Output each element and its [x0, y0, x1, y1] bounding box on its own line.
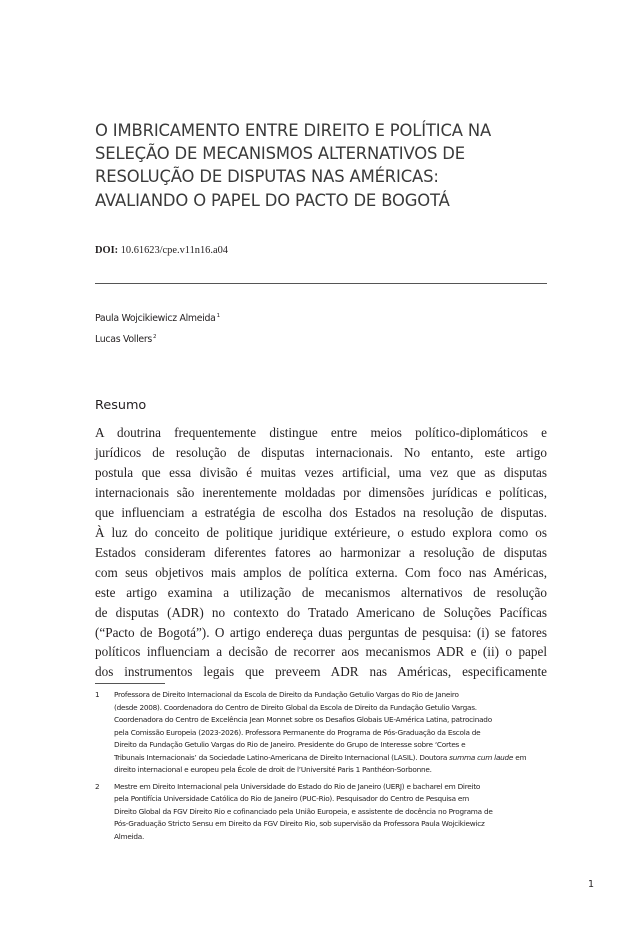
- footnote-number: 1: [95, 690, 100, 699]
- header-divider: [95, 283, 547, 284]
- abstract-line: dos instrumentos legais que preveem ADR nas Américas, especificamente: [95, 664, 547, 680]
- footnote-divider: [95, 683, 165, 684]
- footnote-line: Direito da Fundação Getulio Vargas do Rio de Janeiro. Presidente do Grupo de Interesse sobre ‘Cortes e: [114, 740, 466, 750]
- footnote-line: Mestre em Direito Internacional pela Universidade do Estado do Rio de Janeiro (UERJ) e bacharel em Direito: [114, 781, 481, 791]
- abstract-line: com seus objetivos mais amplos de política externa. Com foco nas Américas,: [95, 564, 547, 580]
- footnote-line: [114, 752, 547, 777]
- footnote-line: Almeida.: [114, 832, 145, 842]
- title-line: AVALIANDO O PAPEL DO PACTO DE BOGOTÁ: [95, 190, 450, 210]
- article-title: [95, 119, 545, 212]
- abstract-line: postula que essa divisão é muitas vezes artificial, uma vez que as disputas: [95, 464, 547, 480]
- footnote-line: pela Comissão Europeia (2023-2026). Professora Permanente do Programa de Pós-Graduação da Escola de: [114, 727, 481, 737]
- abstract-line: este artigo examina a utilização de mecanismos alternativos de resolução: [95, 584, 547, 600]
- author-name: Lucas Vollers: [95, 334, 152, 346]
- footnote-italic: summa cum laude: [449, 752, 514, 762]
- footnote-line: Pós-Graduação Stricto Sensu em Direito da FGV Direito Rio, sob supervisão da Professora Paula Wojcikiewicz: [114, 819, 485, 829]
- author-entry: [95, 307, 220, 328]
- doi-value[interactable]: 10.61623/cpe.v11n16.a04: [120, 245, 228, 256]
- abstract-line: políticos influenciam a decisão de recorrer aos mecanismos ADR e (ii) o papel: [95, 644, 547, 660]
- abstract-line: que influenciam a estratégia de escolha dos Estados na resolução de disputas.: [95, 504, 547, 520]
- abstract-line: jurídicos de resolução de disputas internacionais. No entanto, este artigo: [95, 444, 547, 460]
- footnote-line: Coordenadora do Centro de Excelência Jean Monnet sobre os Desafios Globais UE-América Latina, patrocinado: [114, 715, 492, 725]
- page-number: 1: [588, 879, 595, 890]
- footnote-line: Professora de Direito Internacional da Escola de Direito da Fundação Getulio Vargas do Rio de Janeiro: [114, 690, 459, 699]
- abstract-body: [95, 423, 547, 682]
- abstract-line: A doutrina frequentemente distingue entre meios político-diplomáticos e: [95, 425, 547, 440]
- footnote-2: [95, 781, 547, 844]
- title-line: SELEÇÃO DE MECANISMOS ALTERNATIVOS DE: [95, 144, 465, 164]
- doi-line: [95, 245, 228, 256]
- footnote-line: (desde 2008). Coordenadora do Centro de Direito Global da Escola de Direito da Fundação Getulio Vargas.: [114, 702, 477, 712]
- footnote-1: [95, 689, 547, 777]
- author-name: Paula Wojcikiewicz Almeida: [95, 313, 216, 324]
- abstract-line: internacionais são inerentemente moldadas por dimensões jurídicas e políticas,: [95, 484, 547, 500]
- author-entry: [95, 328, 220, 349]
- footnote-line: Direito Global da FGV Direito Rio e cofinanciado pela União Europeia, e assistente de docência no Programa de: [114, 806, 493, 816]
- abstract-line: de disputas (ADR) no contexto do Tratado Americano de Soluções Pacíficas: [95, 604, 547, 620]
- abstract-line: À luz do conceito de politique juridique extérieure, o estudo explora como os: [95, 524, 547, 540]
- doi-label: DOI:: [95, 245, 119, 256]
- footnote-ref[interactable]: 2: [153, 334, 157, 341]
- abstract-line: (“Pacto de Bogotá”). O artigo endereça duas perguntas de pesquisa: (i) se fatores: [95, 624, 547, 640]
- title-line: RESOLUÇÃO DE DISPUTAS NAS AMÉRICAS:: [95, 167, 439, 187]
- abstract-line: Estados consideram diferentes fatores ao harmonizar a resolução de disputas: [95, 544, 547, 560]
- footnote-ref[interactable]: 1: [216, 313, 220, 319]
- footnote-number: 2: [95, 781, 100, 791]
- footnotes: [95, 689, 547, 848]
- abstract-heading: Resumo: [95, 398, 147, 413]
- footnote-text: em direito internacional e europeu pela École de droit de l’Université Paris 1 Panthéon-Sorbonne.: [114, 752, 527, 775]
- footnote-text: Tribunais Internacionais’ da Sociedade Latino-Americana de Direito Internacional (LASIL). Doutora: [114, 752, 448, 762]
- author-list: [95, 307, 220, 350]
- footnote-line: pela Pontifícia Universidade Católica do Rio de Janeiro (PUC-Rio). Pesquisador do Centro de Pesquisa em: [114, 794, 470, 804]
- title-line: O IMBRICAMENTO ENTRE DIREITO E POLÍTICA NA: [95, 121, 492, 140]
